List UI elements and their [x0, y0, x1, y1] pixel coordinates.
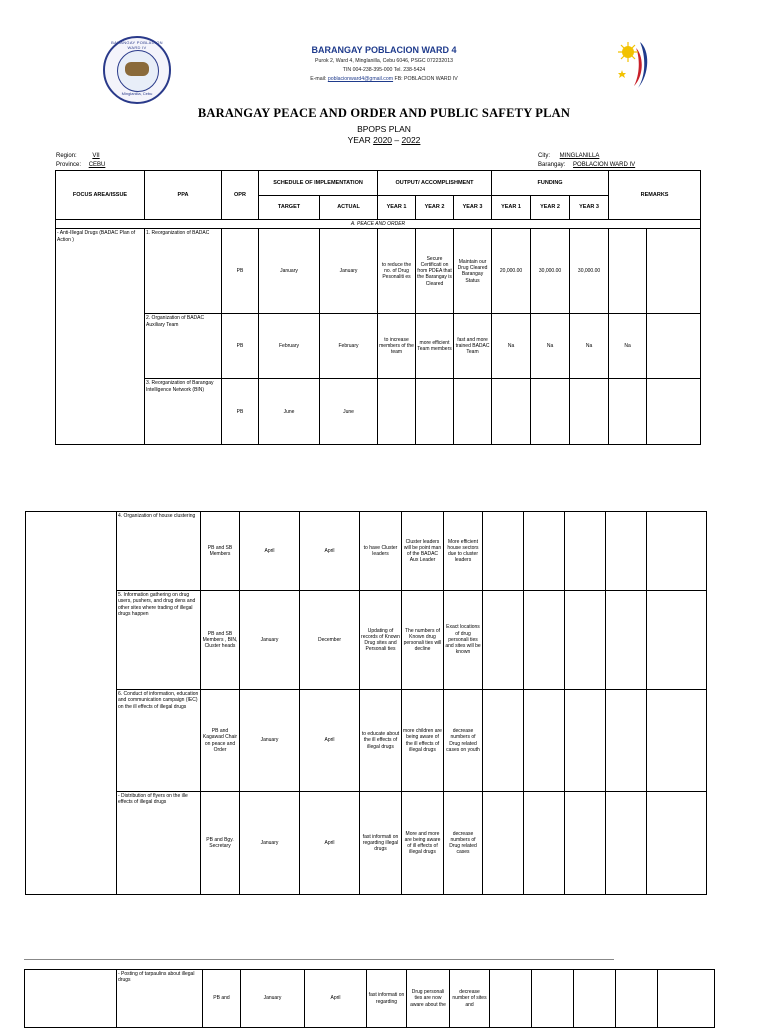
output-year2-cell: more children are being aware of the ill effects of illegal drugs [402, 690, 444, 792]
header-funding-year1: YEAR 1 [492, 196, 531, 220]
funding-year1-cell: 20,000.00 [492, 229, 531, 314]
header-funding-year3: YEAR 3 [570, 196, 609, 220]
remarks-extra-cell [647, 379, 701, 445]
funding-year3-cell [565, 591, 606, 690]
opr-cell: PB [222, 314, 259, 379]
document-title: BARANGAY PEACE AND ORDER AND PUBLIC SAFETY PLAN [197, 106, 571, 120]
table-row [26, 792, 707, 895]
output-year3-cell: Exact locations of drug personali ties and sites will be known [444, 591, 483, 690]
remarks-cell: Na [609, 314, 647, 379]
seal-ring-text: BARANGAY POBLACION WARD IV [111, 40, 163, 50]
funding-year3-cell: 30,000.00 [570, 229, 609, 314]
remarks-extra-cell [658, 970, 715, 1028]
opr-cell: PB and Bgy. Secretary [201, 792, 240, 895]
year-prefix: YEAR [347, 135, 374, 145]
funding-year1-cell [483, 792, 524, 895]
year-start: 2020 [373, 135, 393, 145]
funding-year3-cell [565, 512, 606, 591]
plan-table-page-2 [25, 511, 707, 895]
ppa-cell: 4. Organization of house clustering [117, 512, 201, 591]
output-year2-cell: Secure Certificati on from PDEA that the Barangay is Cleared [416, 229, 454, 314]
table-row [26, 512, 707, 591]
region-value: VII [92, 153, 100, 159]
actual-cell: April [300, 792, 360, 895]
remarks-cell [606, 512, 647, 591]
opr-cell: PB [222, 229, 259, 314]
opr-cell: PB and SB Members [201, 512, 240, 591]
document-year [0, 135, 768, 145]
actual-cell: February [320, 314, 378, 379]
actual-cell: January [320, 229, 378, 314]
output-year1-cell: fast informati on regarding illegal drugs [360, 792, 402, 895]
table-row [26, 591, 707, 690]
output-year3-cell: More efficient house sectors due to cluster leaders [444, 512, 483, 591]
target-cell: June [259, 379, 320, 445]
year-dash: – [392, 135, 402, 145]
opr-cell: PB and SB Members , BIN, Cluster heads [201, 591, 240, 690]
focus-issue-cell: - Anti-Illegal Drugs (BADAC Plan of Action ) [56, 229, 145, 445]
funding-year2-cell [524, 591, 565, 690]
output-year1-cell: to educate about the ill effects of illegal drugs [360, 690, 402, 792]
region-label: Region: [56, 153, 77, 159]
header-funding-year2: YEAR 2 [531, 196, 570, 220]
output-year1-cell: Updating of records of Known Drug sites and Personali ties [360, 591, 402, 690]
remarks-extra-cell [647, 792, 707, 895]
plan-table-page-1 [55, 170, 701, 445]
output-year1-cell: to have Cluster leaders [360, 512, 402, 591]
output-year2-cell: Cluster leaders will be point man of the BADAC Aux Leader [402, 512, 444, 591]
funding-year1-cell [492, 379, 531, 445]
plan-table-page-3 [24, 969, 715, 1028]
header-ppa: PPA [145, 171, 222, 220]
output-year3-cell [454, 379, 492, 445]
header-output-year1: YEAR 1 [378, 196, 416, 220]
target-cell: January [241, 970, 305, 1028]
output-year3-cell: decrease number of sites and [450, 970, 490, 1028]
table-row [25, 970, 715, 1028]
remarks-cell [616, 970, 658, 1028]
actual-cell: April [300, 512, 360, 591]
target-cell: January [240, 591, 300, 690]
facebook-text: FB: POBLACION WARD IV [394, 76, 458, 82]
remarks-cell [606, 591, 647, 690]
ppa-cell: 1. Reorganization of BADAC [145, 229, 222, 314]
remarks-cell [606, 792, 647, 895]
table-row [56, 314, 701, 379]
actual-cell: April [300, 690, 360, 792]
focus-issue-cell-empty [25, 970, 117, 1028]
header-output-year3: YEAR 3 [454, 196, 492, 220]
target-cell: April [240, 512, 300, 591]
remarks-cell [609, 379, 647, 445]
opr-cell: PB and Kagawad Chair on peace and Order [201, 690, 240, 792]
header-output: OUTPUT/ ACCOMPLISHMENT [378, 171, 492, 196]
funding-year1-cell [490, 970, 532, 1028]
barangay-value: POBLACION WARD IV [573, 162, 636, 168]
ppa-cell: - Posting of tarpaulins about illegal drugs [117, 970, 203, 1028]
output-year1-cell [378, 379, 416, 445]
output-year1-cell: to reduce the no. of Drug Pesonaliti es [378, 229, 416, 314]
target-cell: February [259, 314, 320, 379]
target-cell: January [240, 690, 300, 792]
funding-year2-cell [524, 792, 565, 895]
funding-year3-cell: Na [570, 314, 609, 379]
document-subtitle: BPOPS PLAN [357, 124, 411, 134]
opr-cell: PB [222, 379, 259, 445]
ppa-cell: 6. Conduct of information, education and communication campaign (IEC) on the ill effects of illegal drugs [117, 690, 201, 792]
output-year2-cell: Drug personali ties are now aware about the [407, 970, 450, 1028]
funding-year1-cell [483, 591, 524, 690]
header-funding: FUNDING [492, 171, 609, 196]
remarks-extra-cell [647, 314, 701, 379]
page-divider-line [24, 959, 614, 960]
table-row [56, 379, 701, 445]
address-line: Purok 2, Ward 4, Minglanilla, Cebu 6046, PSGC 072232013 [315, 58, 453, 64]
city-label: City: [538, 153, 550, 159]
email-link[interactable]: poblacionward4@gmail.com [327, 76, 394, 82]
output-year3-cell: Maintain our Drug Cleared Barangay Status [454, 229, 492, 314]
funding-year1-cell [483, 690, 524, 792]
remarks-extra-cell [647, 512, 707, 591]
philippine-sun-logo [616, 36, 656, 92]
remarks-extra-cell [647, 229, 701, 314]
ppa-cell: 3. Reorganization of Barangay Intelligence Network (BIN) [145, 379, 222, 445]
focus-issue-cell-empty [26, 512, 117, 895]
target-cell: January [240, 792, 300, 895]
actual-cell: December [300, 591, 360, 690]
header-output-year2: YEAR 2 [416, 196, 454, 220]
header-opr: OPR [222, 171, 259, 220]
remarks-extra-cell [647, 690, 707, 792]
ppa-cell: 5. Information gathering on drug users, pushers, and drug dens and other sites where trading of illegal drugs happen [117, 591, 201, 690]
funding-year2-cell [532, 970, 574, 1028]
funding-year2-cell [524, 690, 565, 792]
seal-ring-bottom-text: Minglanilla, Cebu [121, 91, 153, 96]
province-label: Province: [56, 162, 82, 168]
table-row [56, 229, 701, 314]
actual-cell: April [305, 970, 367, 1028]
output-year2-cell: More and more are being aware of ill effects of illegal drugs [402, 792, 444, 895]
header-schedule: SCHEDULE OF IMPLEMENTATION [259, 171, 378, 196]
region-line [56, 153, 100, 159]
funding-year3-cell [565, 690, 606, 792]
output-year2-cell [416, 379, 454, 445]
barangay-line [538, 162, 635, 168]
section-peace-and-order: A. PEACE AND ORDER [56, 220, 701, 229]
ppa-cell: - Distribution of flyers on the ille effects of illegal drugs [117, 792, 201, 895]
funding-year1-cell: Na [492, 314, 531, 379]
year-end: 2022 [401, 135, 421, 145]
opr-cell: PB and [203, 970, 241, 1028]
actual-cell: June [320, 379, 378, 445]
city-line [538, 153, 599, 159]
table-row [26, 690, 707, 792]
funding-year2-cell [524, 512, 565, 591]
header-remarks: REMARKS [609, 171, 701, 220]
output-year3-cell: decrease numbers of Drug related cases on youth [444, 690, 483, 792]
remarks-cell [606, 690, 647, 792]
email-label: E-mail: [310, 76, 327, 82]
output-year2-cell: more efficient Team members [416, 314, 454, 379]
funding-year3-cell [565, 792, 606, 895]
barangay-name: BARANGAY POBLACION WARD 4 [311, 45, 457, 55]
header-focus-area: FOCUS AREA/ISSUE [56, 171, 145, 220]
target-cell: January [259, 229, 320, 314]
barangay-label: Barangay: [538, 162, 566, 168]
city-value: MINGLANILLA [559, 153, 600, 159]
province-value: CEBU [88, 162, 106, 168]
output-year1-cell: to increase members of the team [378, 314, 416, 379]
funding-year3-cell [570, 379, 609, 445]
funding-year2-cell [531, 379, 570, 445]
remarks-extra-cell [647, 591, 707, 690]
funding-year2-cell: 30,000.00 [531, 229, 570, 314]
funding-year1-cell [483, 512, 524, 591]
output-year3-cell: fast and more trained BADAC Team [454, 314, 492, 379]
output-year2-cell: The numbers of Known drug personali ties will decline [402, 591, 444, 690]
ppa-cell: 2. Organization of BADAC Auxiliary Team [145, 314, 222, 379]
province-line [56, 162, 105, 168]
header-target: TARGET [259, 196, 320, 220]
remarks-cell [609, 229, 647, 314]
header-actual: ACTUAL [320, 196, 378, 220]
funding-year2-cell: Na [531, 314, 570, 379]
output-year1-cell: fast informati on regarding [367, 970, 407, 1028]
funding-year3-cell [574, 970, 616, 1028]
output-year3-cell: decrease numbers of Drug related cases [444, 792, 483, 895]
tin-line: TIN 004-238-395-000 Tel. 238-5424 [342, 67, 426, 73]
